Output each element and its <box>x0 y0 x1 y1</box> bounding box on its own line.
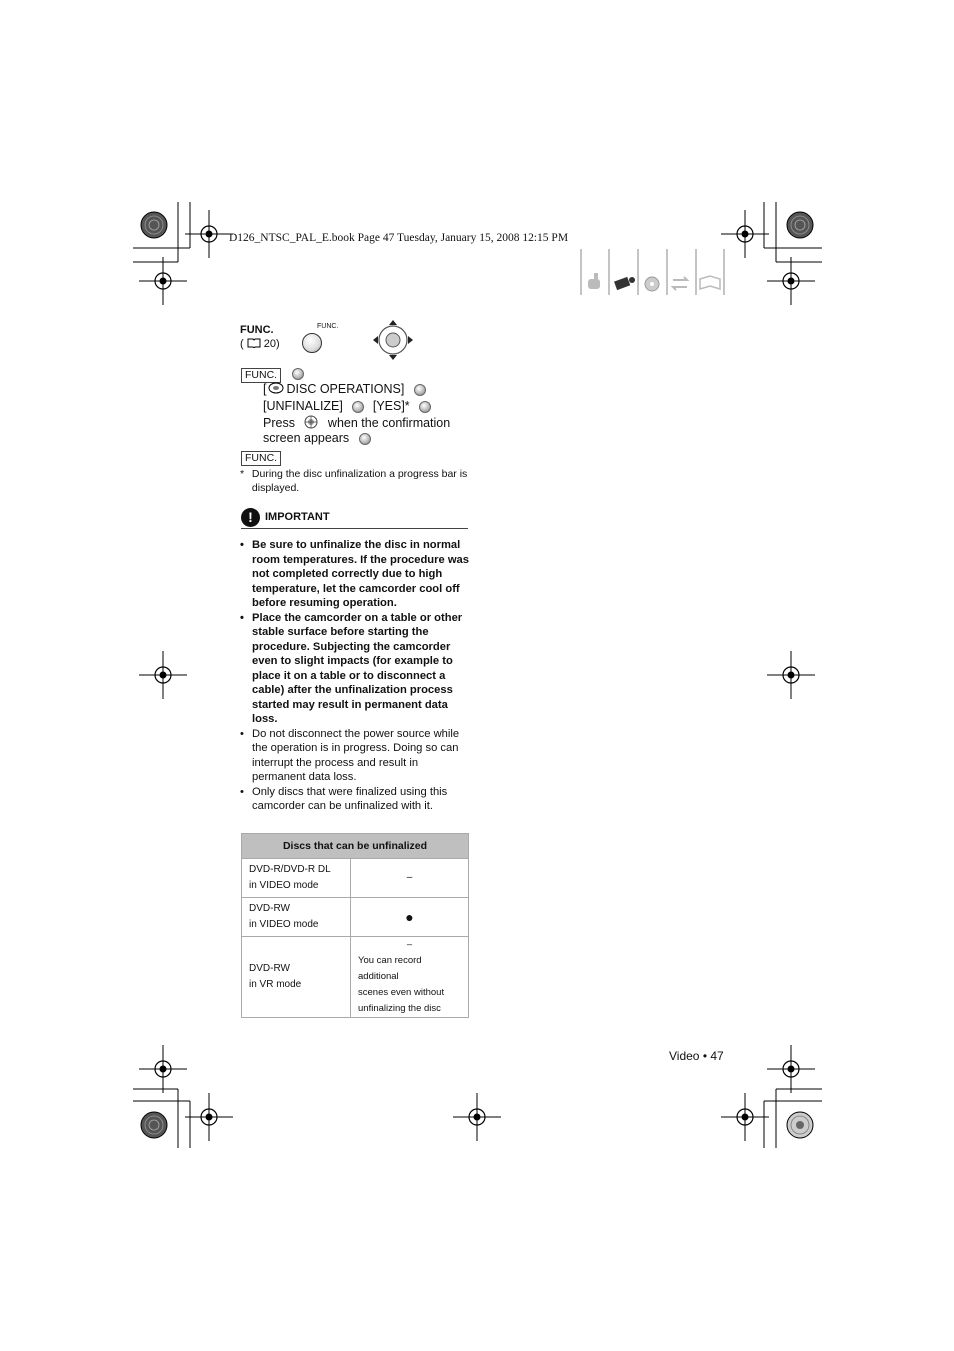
step-unfinalize <box>263 398 431 414</box>
func-label: FUNC. <box>240 324 274 336</box>
bracket: [ <box>263 382 267 396</box>
book-ref-icon <box>247 338 261 348</box>
disc-cell <box>242 859 351 898</box>
footnote-text: During the disc unfinalization a progress bar is displayed. <box>251 468 468 494</box>
value-cell <box>351 937 469 1018</box>
disc-ops-icon <box>268 382 284 394</box>
disc-cell <box>242 898 351 937</box>
important-bullets <box>240 538 472 814</box>
table-row <box>242 859 469 898</box>
disc-cell <box>242 937 351 1018</box>
footer-separator: • <box>702 1049 708 1063</box>
cell-note: unfinalizing the disc <box>358 1003 441 1014</box>
footnote-mark: * <box>240 468 245 480</box>
movie-camera-icon <box>614 277 635 290</box>
list-item: • Only discs that were finalized using this camcorder can be unfinalized with it. <box>240 785 472 814</box>
disc-type: DVD-R/DVD-R DL <box>249 864 331 875</box>
important-heading <box>241 508 468 529</box>
confirm-text-2: screen appears <box>263 431 350 445</box>
mode-tab-icons <box>580 249 725 295</box>
step-press <box>263 415 450 431</box>
table-row <box>242 898 469 937</box>
cell-note: scenes even without <box>358 987 445 998</box>
important-icon: ! <box>241 508 260 527</box>
cell-note: You can record additional <box>358 955 422 982</box>
list-item: • Do not disconnect the power source while the operation is in progress. Doing so can interrupt the process and result in permanent data loss. <box>240 727 472 785</box>
ref-prefix: ( <box>240 338 247 350</box>
section-name: Video <box>669 1049 700 1063</box>
ref-page: 20) <box>263 338 280 350</box>
list-item: • Be sure to unfinalize the disc in normal room temperatures. If the procedure was not completed correctly due to high temperature, let the camcorder cool off before resuming operation. <box>240 538 472 611</box>
confirm-text-1: when the confirmation <box>327 416 451 430</box>
next-arrow-icon <box>419 401 431 413</box>
page-footer <box>669 1049 724 1063</box>
disc-type: DVD-RW <box>249 903 290 914</box>
hand-icon <box>588 273 600 289</box>
func-button-icon <box>302 333 322 353</box>
disc-icon <box>645 277 659 291</box>
header-file-line: D126_NTSC_PAL_E.book Page 47 Tuesday, January 15, 2008 12:15 PM <box>229 232 569 244</box>
important-title: IMPORTANT <box>265 511 330 523</box>
func-page-reference <box>240 338 280 350</box>
set-button-icon <box>304 415 318 429</box>
value-cell: – <box>351 859 469 898</box>
page-number: 47 <box>710 1049 724 1063</box>
joystick-icon <box>371 318 415 362</box>
func-key-label: FUNC. <box>241 368 281 383</box>
footnote <box>240 468 472 495</box>
discs-table <box>241 833 469 1018</box>
table-row <box>242 937 469 1018</box>
disc-type: DVD-RW <box>249 963 290 974</box>
next-arrow-icon <box>359 433 371 445</box>
step-screen-appears <box>263 430 371 446</box>
func-button-caption: FUNC. <box>317 323 339 330</box>
disc-mode: in VR mode <box>249 979 302 990</box>
transfer-icon <box>673 277 687 290</box>
next-arrow-icon <box>414 384 426 396</box>
next-arrow-icon <box>352 401 364 413</box>
func-key-end-label: FUNC. <box>241 451 281 466</box>
cell-value: – <box>406 939 413 950</box>
press-label: Press <box>263 416 295 430</box>
disc-mode: in VIDEO mode <box>249 919 319 930</box>
list-item: • Place the camcorder on a table or other stable surface before starting the procedure. Subjecting the camcorder even to slight impacts (for example to place it on a table or to disconnect a cable) after the unfinalization process started may result in permanent data loss. <box>240 611 472 727</box>
step-func-key-end <box>241 448 281 466</box>
next-arrow-icon <box>292 368 304 380</box>
table-header: Discs that can be unfinalized <box>242 834 469 859</box>
book-icon <box>700 276 720 289</box>
step-disc-operations <box>263 381 426 397</box>
yes-label: [YES]* <box>372 399 410 413</box>
disc-mode: in VIDEO mode <box>249 880 319 891</box>
unfinalize-label: [UNFINALIZE] <box>263 399 343 413</box>
value-cell: ● <box>351 898 469 937</box>
disc-operations-label: DISC OPERATIONS] <box>286 382 405 396</box>
